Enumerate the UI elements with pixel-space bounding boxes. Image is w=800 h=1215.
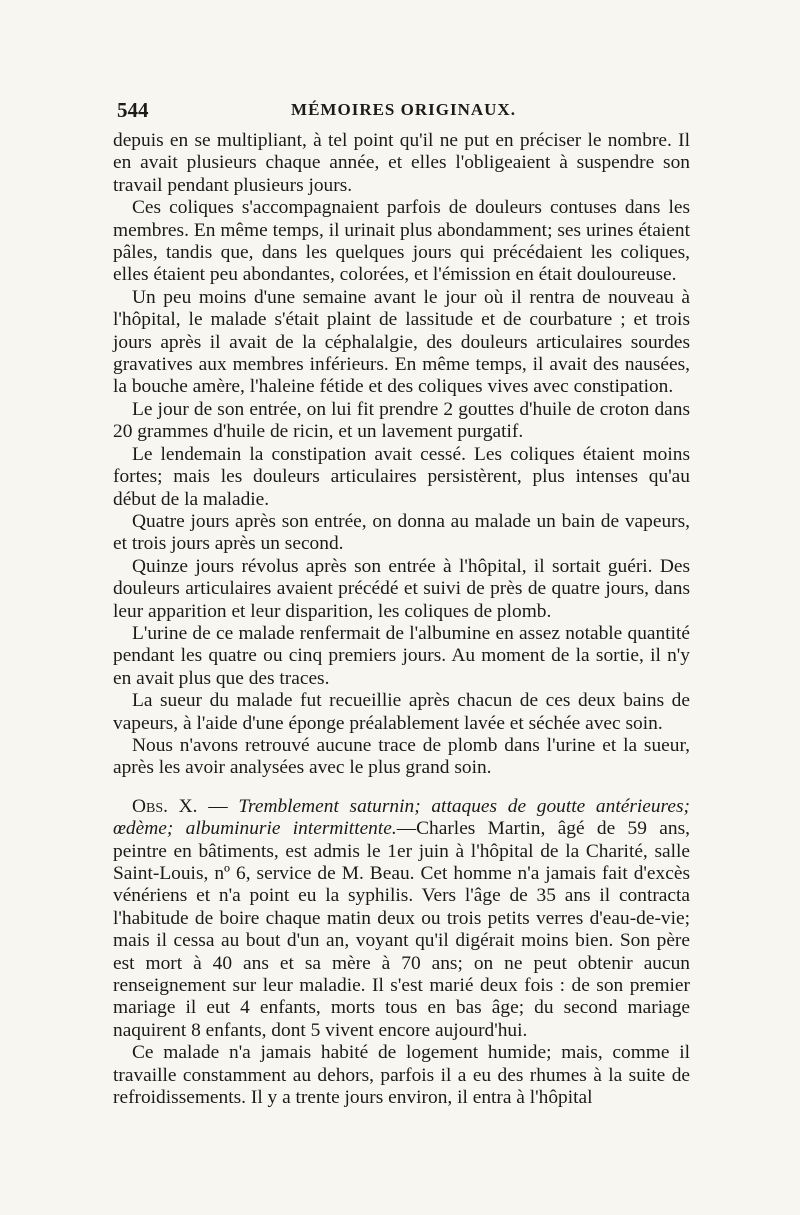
- paragraph: Ce malade n'a jamais habité de logement humide; mais, comme il travaille constamment au dehors, parfois il a eu des rhumes à la suite de refroidissements. Il y a trente jours environ, il entra à l'hôpital: [113, 1042, 690, 1109]
- paragraph: Le jour de son entrée, on lui fit prendre 2 gouttes d'huile de croton dans 20 grammes d'huile de ricin, et un lavement purgatif.: [113, 398, 690, 443]
- paragraph: La sueur du malade fut recueillie après chacun de ces deux bains de vapeurs, à l'aide d'une éponge préalablement lavée et séchée avec soin.: [113, 690, 690, 734]
- paragraph: Quinze jours révolus après son entrée à l'hôpital, il sortait guéri. Des douleurs articulaires avaient précédé et suivi de près de quatre jours, dans leur apparition et leur disparition, les coliques de plomb.: [113, 555, 690, 622]
- body-text: [113, 130, 690, 1109]
- paragraph: Ces coliques s'accompagnaient parfois de douleurs contuses dans les membres. En même temps, il urinait plus abondamment; ses urines étaient pâles, tandis que, dans les quelques jours qui précédaient les coliques, elles étaient peu abondantes, colorées, et l'émission en était douloureuse.: [113, 197, 690, 286]
- observation-dash: —: [197, 795, 239, 817]
- page-header: [117, 98, 690, 128]
- paragraph: Un peu moins d'une semaine avant le jour où il rentra de nouveau à l'hôpital, le malade s'était plaint de lassitude et de courbature ; et trois jours après il avait de la céphalalgie, des douleurs articulaires sourdes gravatives aux membres inférieurs. En même temps, il avait des nausées, la bouche amère, l'haleine fétide et des coliques vives avec constipation.: [113, 286, 690, 398]
- running-title: MÉMOIRES ORIGINAUX.: [291, 100, 516, 119]
- observation-text: —Charles Martin, âgé de 59 ans, peintre en bâtiments, est admis le 1er juin à l'hôpital de la Charité, salle Saint-Louis, nº 6, service de M. Beau. Cet homme n'a jamais fait d'excès vénériens et n'a point eu la syphilis. Vers l'âge de 35 ans il contracta l'habitude de boire chaque matin deux ou trois petits verres d'eau-de-vie; mais il cessa au bout d'un an, voyant qu'il digérait moins bien. Son père est mort à 40 ans et sa mère à 70 ans; on ne peut obtenir aucun renseignement sur leur maladie. Il s'est marié deux fois : de son premier mariage il eut 4 enfants, morts tous en bas âge; du second mariage naquirent 8 enfants, dont 5 vivent encore aujourd'hui.: [113, 818, 690, 1041]
- observation-label: Obs. X.: [132, 795, 198, 817]
- paragraph: Quatre jours après son entrée, on donna au malade un bain de vapeurs, et trois jours après un second.: [113, 510, 690, 555]
- paragraph: Le lendemain la constipation avait cessé. Les coliques étaient moins fortes; mais les douleurs articulaires persistèrent, plus intenses qu'au début de la maladie.: [113, 443, 690, 510]
- paragraph: L'urine de ce malade renfermait de l'albumine en assez notable quantité pendant les quatre ou cinq premiers jours. Au moment de la sortie, il n'y en avait plus que des traces.: [113, 622, 690, 689]
- paragraph: depuis en se multipliant, à tel point qu'il ne put en préciser le nombre. Il en avait plusieurs chaque année, et elles l'obligeaient à suspendre son travail pendant plusieurs jours.: [113, 130, 690, 196]
- observation-title: Tremblement saturnin; attaques de goutte antérieures; œdème; albuminurie intermittente.: [113, 795, 690, 840]
- observation-paragraph: [113, 796, 690, 1042]
- paragraph: Nous n'avons retrouvé aucune trace de plomb dans l'urine et la sueur, après les avoir analysées avec le plus grand soin.: [113, 734, 690, 779]
- page-number: 544: [117, 98, 149, 122]
